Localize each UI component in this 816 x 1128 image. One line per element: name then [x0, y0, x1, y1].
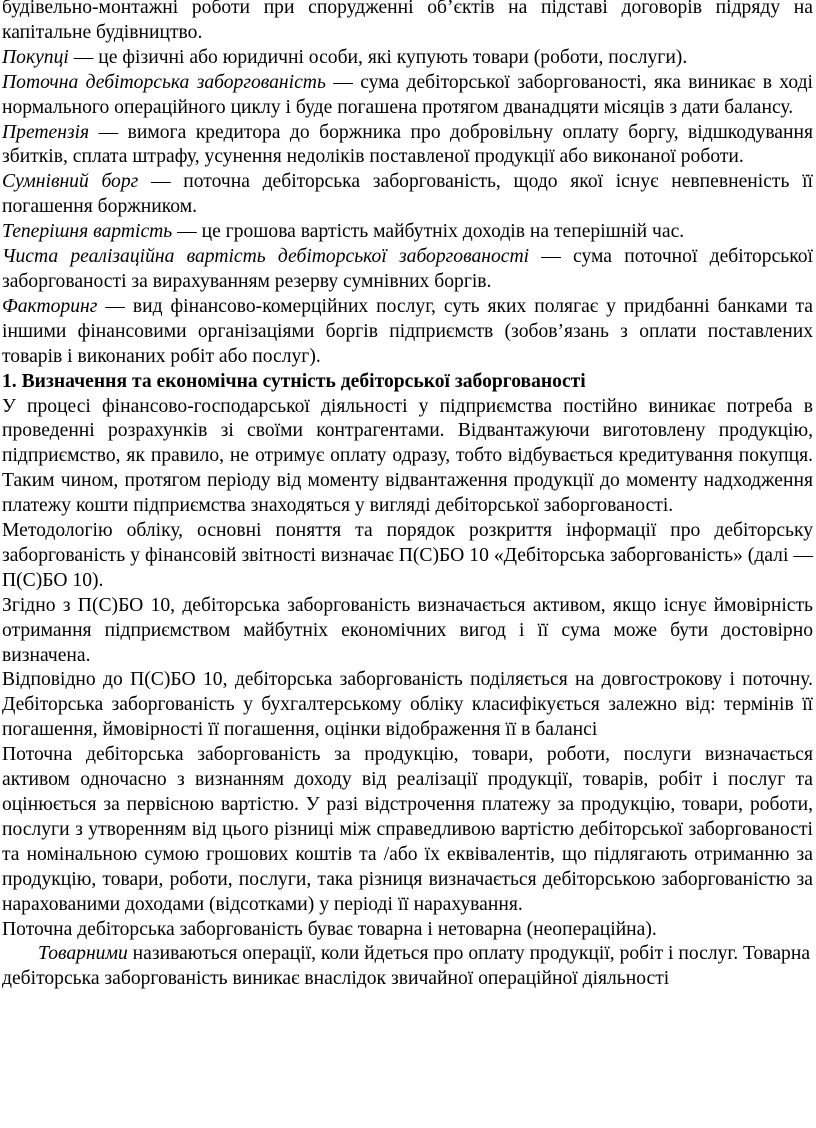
glossary-entry-net-realizable-value	[2, 245, 813, 295]
body-paragraph: Відповідно до П(С)БО 10, дебіторська заборгованість поділяється на довгострокову і поточну. Дебіторська заборгованість у бухгалтерському обліку класифікується залежно від: термінів її погашення, ймовірності її погашення, оцінки відображення її в балансі	[2, 669, 813, 741]
document-page	[2, 0, 813, 992]
glossary-entry-present-value	[2, 220, 813, 245]
body-paragraph: Поточна дебіторська заборгованість за продукцію, товари, роботи, послуги визначається активом одночасно з визнанням доходу від реалізації продукції, товарів, робіт і послуг та оцінюється за первісною вартістю. У разі відстрочення платежу за продукцію, товари, роботи, послуги з утворенням від цього різниці між справедливою вартістю дебіторської заборгованості та номінальною сумою грошових коштів та /або їх еквівалентів, що підлягають отриманню за продукцію, товари, роботи, послуги, така різниця визначається дебіторською заборгованістю за нарахованими доходами (відсотками) у періоді її нарахування.	[2, 744, 813, 915]
glossary-term: Поточна дебіторська заборгованість	[2, 71, 326, 93]
body-paragraph: У процесі фінансово-господарської діяльності у підприємства постійно виникає потреба в проведенні розрахунків зі своїми контрагентами. Відвантажуючи виготовлену продукцію, підприємство, як правило, не отримує оплату одразу, тобто відбувається кредитування покупця. Таким чином, протягом періоду від моменту відвантаження продукції до моменту надходження платежу кошти підприємства знаходяться у вигляді дебіторської заборгованості.	[2, 395, 813, 517]
body-paragraph: Поточна дебіторська заборгованість буває товарна і нетоварна (неопераційна).	[2, 918, 657, 940]
glossary-definition: — це грошова вартість майбутніх доходів на теперішній час.	[172, 221, 685, 243]
glossary-term: Чиста реалізаційна вартість дебіторської заборгованості	[2, 246, 530, 268]
glossary-definition: — поточна дебіторська заборгованість, щодо якої існує невпевненість її погашення боржником.	[2, 171, 813, 218]
glossary-definition: — вид фінансово-комерційних послуг, суть яких полягає у придбанні банками та іншими фінансовими організаціями боргів підприємств (зобов’язань з оплати поставлених товарів і виконаних робіт або послуг).	[2, 295, 813, 367]
body-paragraph: Згідно з П(С)БО 10, дебіторська заборгованість визначається активом, якщо існує ймовірність отримання підприємством майбутніх економічних вигод і її сума може бути достовірно визначена.	[2, 594, 813, 666]
glossary-term: Покупці	[2, 46, 69, 68]
inline-term: Товарними	[38, 943, 128, 965]
glossary-entry-claim	[2, 121, 813, 171]
glossary-definition: — сума поточної дебіторської заборгованості за вирахуванням резерву сумнівних боргів.	[2, 246, 813, 292]
glossary-definition: — вимога кредитора до боржника про добровільну оплату боргу, відшкодування збитків, сплата штрафу, усунення недоліків поставленої продукції або виконаної роботи.	[2, 121, 813, 168]
glossary-entry-current-receivables	[2, 71, 813, 121]
glossary-term: Теперішня вартість	[2, 221, 173, 243]
glossary-definition: — це фізичні або юридичні особи, які купують товари (роботи, послуги).	[68, 46, 688, 68]
glossary-term: Претензія	[2, 121, 90, 143]
glossary-entry-factoring	[2, 295, 813, 370]
glossary-entry-doubtful-debt	[2, 170, 813, 220]
body-paragraph-last	[2, 942, 813, 992]
glossary-entry-buyers	[2, 46, 813, 71]
glossary-definition: — сума дебіторської заборгованості, яка виникає в ході нормального операційного циклу і буде погашена протягом дванадцяти місяців з дати балансу.	[2, 71, 814, 118]
glossary-term: Сумнівний борг	[2, 171, 139, 193]
intro-paragraph: будівельно-монтажні роботи при спорудженні об’єктів на підставі договорів підряду на капітальне будівництво.	[2, 0, 813, 43]
section-heading: 1. Визначення та економічна сутність дебіторської заборгованості	[2, 370, 586, 392]
inline-text: називаються операції, коли йдеться про оплату продукції, робіт і послуг. Товарна дебіторська заборгованість виникає внаслідок звичайної операційної діяльності	[2, 943, 811, 990]
body-paragraph: Методологію обліку, основні поняття та порядок розкриття інформації про дебіторську заборгованість у фінансовій звітності визначає П(С)БО 10 «Дебіторська заборгованість» (далі — П(С)БО 10).	[2, 520, 813, 591]
glossary-term: Факторинг	[2, 295, 98, 317]
